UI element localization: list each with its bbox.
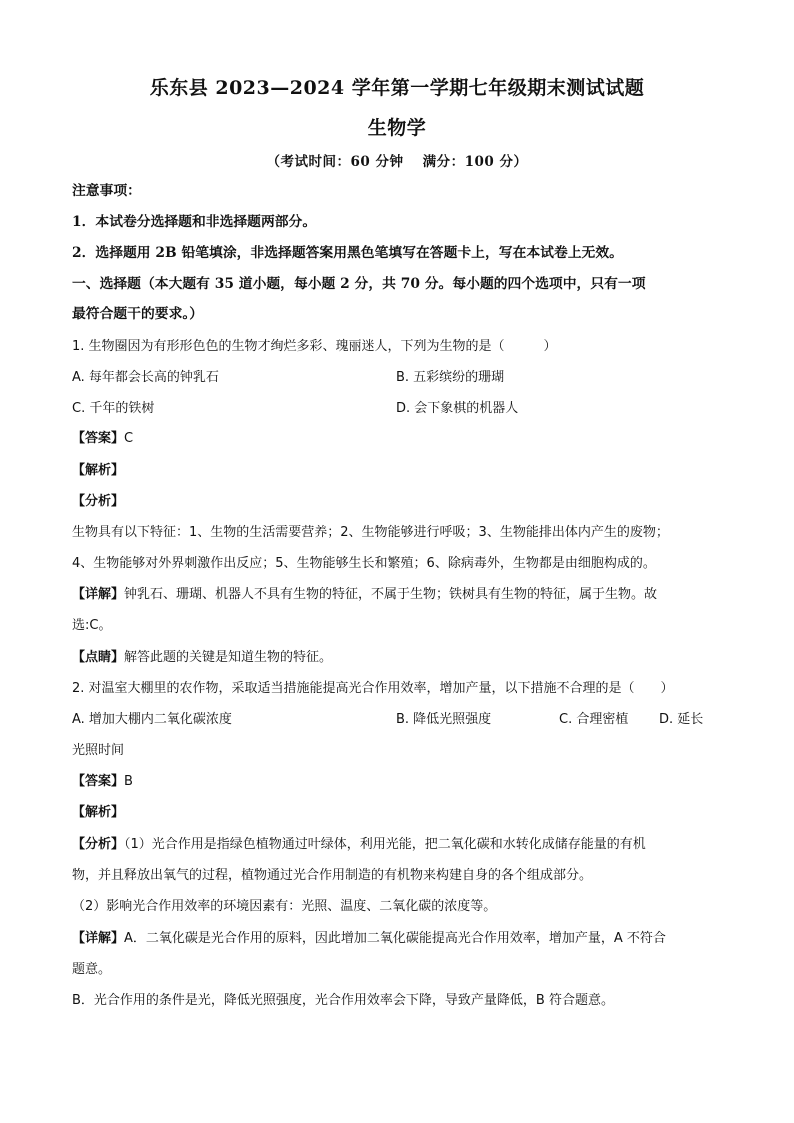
q2-xiangjie-line-2: 题意。 <box>72 962 112 977</box>
q1-option-b: B. 五彩缤纷的珊瑚 <box>396 370 505 385</box>
q1-answer <box>72 429 732 449</box>
q2-option-b: B. 降低光照强度 <box>396 712 492 727</box>
q2-answer <box>72 772 732 792</box>
q2-fenxi-tag: 【分析】 <box>72 837 125 852</box>
q1-stem: 1. 生物圈因为有形形色色的生物才绚烂多彩、瑰丽迷人，下列为生物的是（ ） <box>72 339 557 354</box>
q2-fenxi <box>72 835 732 855</box>
note-item-2: 2．选择题用 2B 铅笔填涂，非选择题答案用黑色笔填写在答题卡上，写在本试卷上无效。 <box>72 245 623 261</box>
q1-dianjing-tag: 【点睛】 <box>72 650 125 665</box>
q2-fenxi-line-3: （2）影响光合作用效率的环境因素有：光照、温度、二氧化碳的浓度等。 <box>72 899 497 914</box>
q2-option-d: D. 延长 <box>659 712 704 727</box>
q1-option-a: A. 每年都会长高的钟乳石 <box>72 370 219 385</box>
section1-heading-cont: 最符合题干的要求。） <box>72 306 204 322</box>
q1-xiangjie-tag: 【详解】 <box>72 587 125 602</box>
q2-xiangjie-text-1: A．二氧化碳是光合作用的原料，因此增加二氧化碳能提高光合作用效率，增加产量，A 不符合 <box>124 931 666 946</box>
q1-dianjing <box>72 648 732 668</box>
subject-title: 生物学 <box>367 117 427 139</box>
q1-fenxi-tag <box>72 492 732 512</box>
q2-option-d-cont: 光照时间 <box>72 743 125 758</box>
q2-xiangjie-line-3: B．光合作用的条件是光，降低光照强度，光合作用效率会下降，导致产量降低，B 符合题意。 <box>72 993 614 1008</box>
section1-heading: 一、选择题（本大题有 35 道小题，每小题 2 分，共 70 分。每小题的四个选项中，只有一项 <box>72 276 646 292</box>
q2-answer-value: B <box>124 774 133 789</box>
q2-fenxi-text-1: （1）光合作用是指绿色植物通过叶绿体，利用光能，把二氧化碳和水转化成储存能量的有机 <box>124 837 646 852</box>
q1-fenxi-line-1: 生物具有以下特征：1、生物的生活需要营养；2、生物能够进行呼吸；3、生物能排出体内产生的废物； <box>72 525 669 540</box>
q1-xiangjie-line-2: 选:C。 <box>72 618 112 633</box>
q1-dianjing-text: 解答此题的关键是知道生物的特征。 <box>124 650 333 665</box>
q2-xiangjie <box>72 929 732 949</box>
notes-heading: 注意事项： <box>72 183 141 199</box>
q2-option-a: A. 增加大棚内二氧化碳浓度 <box>72 712 232 727</box>
exam-info: （考试时间：60 分钟 满分：100 分） <box>266 154 528 170</box>
q1-xiangjie <box>72 585 732 605</box>
q1-analysis-tag <box>72 461 732 481</box>
q2-fenxi-line-2: 物，并且释放出氧气的过程，植物通过光合作用制造的有机物来构建自身的各个组成部分。 <box>72 868 593 883</box>
q2-answer-tag: 【答案】 <box>72 774 125 789</box>
q1-analysis-label: 【解析】 <box>72 463 125 478</box>
q1-option-d: D. 会下象棋的机器人 <box>396 401 519 416</box>
q2-option-c: C. 合理密植 <box>559 712 629 727</box>
q1-option-c: C. 千年的铁树 <box>72 401 155 416</box>
q1-answer-tag: 【答案】 <box>72 431 125 446</box>
q1-fenxi-line-2: 4、生物能够对外界刺激作出反应；5、生物能够生长和繁殖；6、除病毒外，生物都是由细胞构成的。 <box>72 556 656 571</box>
note-item-1: 1．本试卷分选择题和非选择题两部分。 <box>72 214 317 230</box>
q1-xiangjie-text-1: 钟乳石、珊瑚、机器人不具有生物的特征，不属于生物；铁树具有生物的特征，属于生物。故 <box>124 587 658 602</box>
q2-xiangjie-tag: 【详解】 <box>72 931 125 946</box>
exam-title: 乐东县 2023—2024 学年第一学期七年级期末测试试题 <box>149 77 645 99</box>
q2-stem: 2. 对温室大棚里的农作物，采取适当措施能提高光合作用效率，增加产量，以下措施不合理的是（ ） <box>72 681 674 696</box>
q2-analysis-tag <box>72 803 732 823</box>
q2-analysis-label: 【解析】 <box>72 805 125 820</box>
q1-fenxi-label: 【分析】 <box>72 494 125 509</box>
q1-answer-value: C <box>124 431 134 446</box>
